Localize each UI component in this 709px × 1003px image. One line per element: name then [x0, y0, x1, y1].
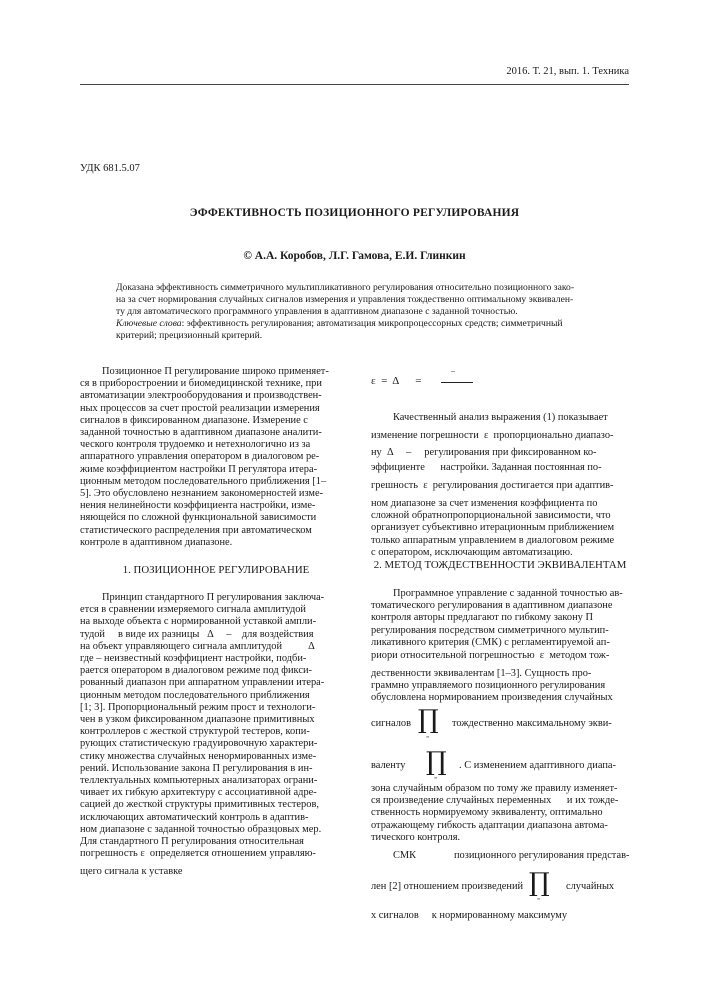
delta-symbol: Δ [207, 628, 214, 640]
abstract [116, 282, 593, 342]
product-symbol: ∏ [426, 747, 447, 777]
text-line: регулирования посредством симметричного мультип- [371, 624, 609, 636]
text-line: щего сигнала к уставке [80, 866, 183, 877]
text-span: – для воздействия [226, 628, 314, 640]
text-line: рений. Использование закона П регулирования в ин- [80, 762, 313, 774]
text-span: валенту [371, 760, 406, 771]
epsilon-symbol: ε [423, 480, 428, 491]
text-span: определяется отношением управляю- [149, 848, 316, 860]
text-line: нения нелинейности коэффициента настройки, изме- [80, 500, 316, 512]
paragraph-analysis-cont [371, 498, 629, 559]
text-span: на объект управляющего сигнала амплитудой [80, 640, 283, 652]
section-1-heading: 1. ПОЗИЦИОННОЕ РЕГУЛИРОВАНИЕ [122, 564, 310, 576]
text-line: исключающих автоматический контроль в адаптив- [80, 811, 309, 823]
epsilon-symbol: ε [371, 375, 376, 387]
text-span: риори относительной погрешностью [371, 650, 535, 661]
text-span: погрешность [80, 848, 138, 860]
text-line: статистического распределения при автоматическом [80, 524, 312, 536]
abstract-line: ту для автоматического программного управления в адаптивном диапазоне с заданной точностью. [116, 306, 518, 317]
text-line: Программное управление с заданной точностью ав- [393, 588, 623, 599]
text-line: контроллеров с жесткой структурой тестеров, копи- [80, 726, 310, 738]
text-span: грешность [371, 480, 418, 491]
text-line: Принцип стандартного П регулирования заключа- [102, 592, 325, 603]
text-line [371, 480, 629, 492]
text-line: контроле в адаптивном диапазоне. [80, 536, 233, 548]
text-span: случайных [566, 881, 615, 892]
text-span: лен [2] отношением произведений [371, 881, 524, 892]
text-line: Для стандартного П регулирования относительная [80, 836, 304, 848]
formula-numerator: – [451, 366, 455, 375]
text-line: только аппаратным управлением в диалоговом режиме [371, 534, 615, 546]
header-rule [80, 84, 629, 85]
epsilon-symbol: ε [140, 848, 145, 860]
text-line: тического контроля. [371, 831, 461, 843]
text-line: на выходе объекта с нормированной уставкой ампли- [80, 616, 317, 628]
text-line: Позиционное П регулирование широко применяет- [102, 366, 329, 377]
text-line: 5]. Это обусловлено незнанием закономерностей изме- [80, 488, 324, 500]
text-line [371, 430, 629, 442]
delta-symbol: Δ [386, 447, 394, 458]
equals-sign: = [381, 375, 388, 387]
keywords [116, 318, 593, 330]
section-1-body [80, 592, 352, 860]
text-line: отражающему гибкость адаптации диапазона автома- [371, 819, 608, 831]
article-authors: © А.А. Коробов, Л.Г. Гамова, Е.И. Глинкин [243, 250, 466, 262]
text-line: ческого контроля трудоемко и нетехнологично из за [80, 439, 311, 451]
delta-symbol: Δ [308, 640, 315, 652]
running-head: 2016. Т. 21, вып. 1. Техника [506, 66, 629, 77]
text-span: методом тож- [549, 650, 610, 661]
abstract-line: на за счет нормирования случайных сигналов измерения и управления тождественно оптимальному эквивален- [116, 294, 574, 305]
text-line: ных процессов за счет простой реализации измерения [80, 402, 320, 414]
delta-symbol: Δ [392, 375, 399, 387]
section-2-body [371, 588, 629, 649]
abstract-line: Доказана эффективность симметричного мультипликативного регулирования относительно позиционного зако- [116, 282, 575, 293]
text-line [80, 629, 352, 641]
section-2-heading: 2. МЕТОД ТОЖДЕСТВЕННОСТИ ЭКВИВАЛЕНТАМ [373, 559, 627, 571]
product-subscript: = [434, 776, 438, 782]
text-line: теллектуальных компьютерных анализаторах ограни- [80, 775, 318, 787]
keywords-line: критерий; прецизионный критерий. [116, 330, 263, 341]
text-line: с оператором, исключающим автоматизацию. [371, 546, 573, 558]
article-title: ЭФФЕКТИВНОСТЬ ПОЗИЦИОННОГО РЕГУЛИРОВАНИЯ [189, 207, 520, 219]
section-2-body-cont [371, 668, 629, 705]
text-line: ется в сравнении измеряемого сигнала амплитудой [80, 604, 306, 616]
text-line: няющейся по сложной функциональной зависимости [80, 512, 317, 524]
epsilon-symbol: ε [539, 650, 545, 661]
text-line: чивает их гибкую архитектуру с ассоциативной адре- [80, 787, 317, 799]
product-symbol: ∏ [529, 868, 550, 898]
text-line: ся в приборостроении и биомедицинской технике, при [80, 378, 322, 390]
text-span: позиционного регулирования представ- [454, 850, 630, 861]
text-span: сигналов [371, 718, 411, 729]
text-line: ционным методом последовательного приближения [80, 689, 310, 701]
text-span: тождественно максимальному экви- [452, 718, 612, 729]
text-span: . С изменением адаптивного диапа- [459, 760, 616, 771]
text-line: сигналов в фиксированном диапазоне. Измерение с [80, 414, 308, 426]
text-line: граммно управляемого позиционного регулирования [371, 680, 606, 692]
text-line: где – неизвестный коэффициент настройки, подби- [80, 653, 307, 665]
text-line: ционным методом последовательного приближения [1– [80, 475, 327, 487]
keywords-text: : эффективность регулирования; автоматизация микропроцессорных средств; симметричный [181, 318, 563, 329]
text-line: дественности эквивалентам [1–3]. Сущность про- [371, 668, 592, 679]
text-line: ственность нормируемому эквиваленту, оптимально [371, 807, 603, 819]
text-line: зона случайным образом по тому же правилу изменяет- [371, 783, 618, 794]
text-span: ну [371, 447, 382, 458]
fraction-bar [441, 382, 473, 383]
text-span: пропорционально диапазо- [493, 430, 614, 441]
text-line: ном диапазоне за счет изменения коэффициента по [371, 498, 598, 509]
text-line: рается оператором в диалоговом режиме под фикси- [80, 665, 312, 677]
text-line: ся произведение случайных переменных и их тожде- [371, 795, 619, 807]
formula-1 [371, 375, 421, 387]
epsilon-symbol: ε [483, 430, 489, 441]
text-line: автоматизации электрооборудования и производствен- [80, 390, 322, 402]
text-line: обусловлена нормированием произведения случайных [371, 692, 613, 704]
text-line: стику множества случайных ненормированных изме- [80, 750, 317, 762]
equals-sign: = [415, 375, 422, 387]
text-line: ном диапазоне с заданной точностью образцовых мер. [80, 823, 322, 835]
text-span: изменение погрешности [371, 430, 479, 441]
text-line: чен в узком фиксированном диапазоне примитивных [80, 714, 315, 726]
text-span: – регулирования при фиксированном ко- [406, 447, 597, 458]
text-line: аппаратного управления оператором в диалоговом ре- [80, 451, 320, 463]
product-subscript: = [537, 897, 541, 903]
text-span: тудой в виде их разницы [80, 628, 200, 640]
intro-paragraph [80, 366, 352, 549]
text-line: Качественный анализ выражения (1) показывает [393, 412, 608, 423]
text-line: рующих статистическую градуировочную характери- [80, 738, 318, 750]
text-line: томатического регулирования в адаптивном диапазоне [371, 600, 613, 612]
text-line [371, 447, 629, 459]
text-line: х сигналов к нормированному максимуму [371, 910, 568, 921]
paragraph-analysis [371, 412, 629, 424]
text-line: рованный диапазон при аппаратном управлении итера- [80, 677, 325, 689]
text-line [80, 641, 352, 653]
text-line: заданной точностью в адаптивном диапазоне аналити- [80, 427, 322, 439]
text-line: сложной обратнопропорциональной зависимости, что [371, 510, 611, 522]
text-span: регулирования достигается при адаптив- [432, 480, 614, 491]
text-line [371, 650, 629, 662]
product-symbol: ∏ [418, 705, 439, 735]
text-line [80, 848, 352, 860]
text-line: [1; 3]. Пропорциональный режим прост и технологи- [80, 701, 316, 713]
text-line: ликативного критерия (СМК) с регламентируемой ап- [371, 636, 610, 648]
section-2-body-end [371, 783, 629, 844]
text-line: эффициенте настройки. Заданная постоянная по- [371, 462, 602, 473]
text-line: организует субъективно итерационным приближением [371, 522, 615, 534]
text-span: СМК [393, 850, 417, 861]
text-line: контроля авторы предлагают по гибкому закону П [371, 612, 593, 624]
keywords-label: Ключевые слова [116, 318, 182, 329]
text-line: жиме коэффициентом настройки П регулятора итера- [80, 463, 318, 475]
product-subscript: = [426, 735, 430, 741]
udk-code: УДК 681.5.07 [80, 163, 140, 174]
text-line: сацией до жесткой структуры примитивных тестеров, [80, 799, 319, 811]
